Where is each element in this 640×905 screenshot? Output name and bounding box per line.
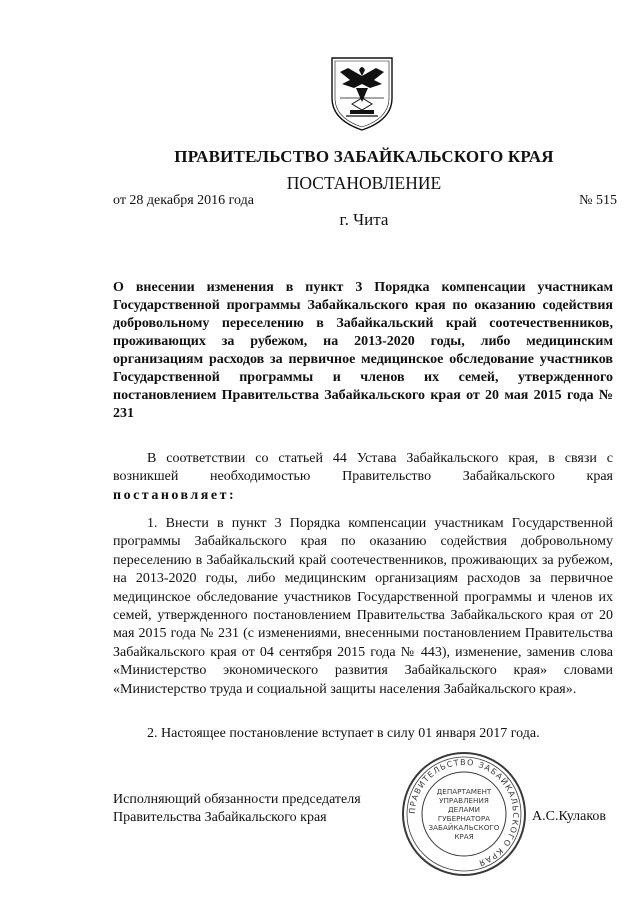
document-date: от 28 декабря 2016 года <box>113 193 254 208</box>
preamble-paragraph <box>113 450 613 505</box>
stamp-center-line: ЗАБАЙКАЛЬСКОГО <box>428 823 500 832</box>
signatory-role-line-2: Правительства Забайкальского края <box>113 810 327 825</box>
signatory-role-line-1: Исполняющий обязанности председателя <box>113 792 361 807</box>
document-city: г. Чита <box>339 210 389 229</box>
signatory-name: А.С.Кулаков <box>532 809 607 824</box>
signatory-role <box>113 791 361 827</box>
stamp-center-line: ДЕПАРТАМЕНТ <box>436 787 492 796</box>
stamp-center-line: ГУБЕРНАТОРА <box>437 814 491 823</box>
document-title: О внесении изменения в пункт 3 Порядка компенсации участникам Государственной программы Забайкальского края по оказанию содействия добровольному переселению в Забайкальский край соотечественников, проживающих за рубежом, на 2013-2020 годы, либо медицинским организациям расходов за первичное медицинское обследование участников Государственной программы и членов их семей, утвержденного постановлением Правительства Забайкальского края от 20 мая 2015 года № 231 <box>113 280 613 421</box>
document-type: ПОСТАНОВЛЕНИЕ <box>286 173 442 193</box>
official-stamp-icon <box>400 750 528 878</box>
preamble-text: В соответствии со статьей 44 Устава Забайкальского края, в связи с возникшей необходимостью Правительство Забайкальского края <box>113 451 613 485</box>
coat-of-arms-icon <box>326 54 398 132</box>
item-1-paragraph: 1. Внести в пункт 3 Порядка компенсации участникам Государственной программы Забайкальского края по оказанию содействия добровольному переселению в Забайкальский край соотечественников, проживающих за рубежом, на 2013-2020 годы, либо медицинским организациям расходов за первичное медицинское обследование участников Государственной программы и членов их семей, утвержденного постановлением Правительства Забайкальского края от 20 мая 2015 года № 231 (с изменениями, внесенными постановлением Правительства Забайкальского края от 04 сентября 2015 года № 443), изменение, заменив слова «Министерство экономического развития Забайкальского края» словами «Министерство труда и социальной защиты населения Забайкальского края». <box>113 516 613 697</box>
item-2-paragraph: 2. Настоящее постановление вступает в силу 01 января 2017 года. <box>147 726 540 741</box>
government-name: ПРАВИТЕЛЬСТВО ЗАБАЙКАЛЬСКОГО КРАЯ <box>174 147 554 166</box>
stamp-center-line: КРАЯ <box>454 832 474 841</box>
stamp-ring-text: ПРАВИТЕЛЬСТВО ЗАБАЙКАЛЬСКОГО КРАЯ <box>407 757 521 868</box>
resolves-word: постановляет: <box>113 487 237 503</box>
stamp-center-line: УПРАВЛЕНИЯ <box>439 796 489 805</box>
document-number: № 515 <box>579 193 617 208</box>
stamp-center-line: ДЕЛАМИ <box>447 805 481 814</box>
